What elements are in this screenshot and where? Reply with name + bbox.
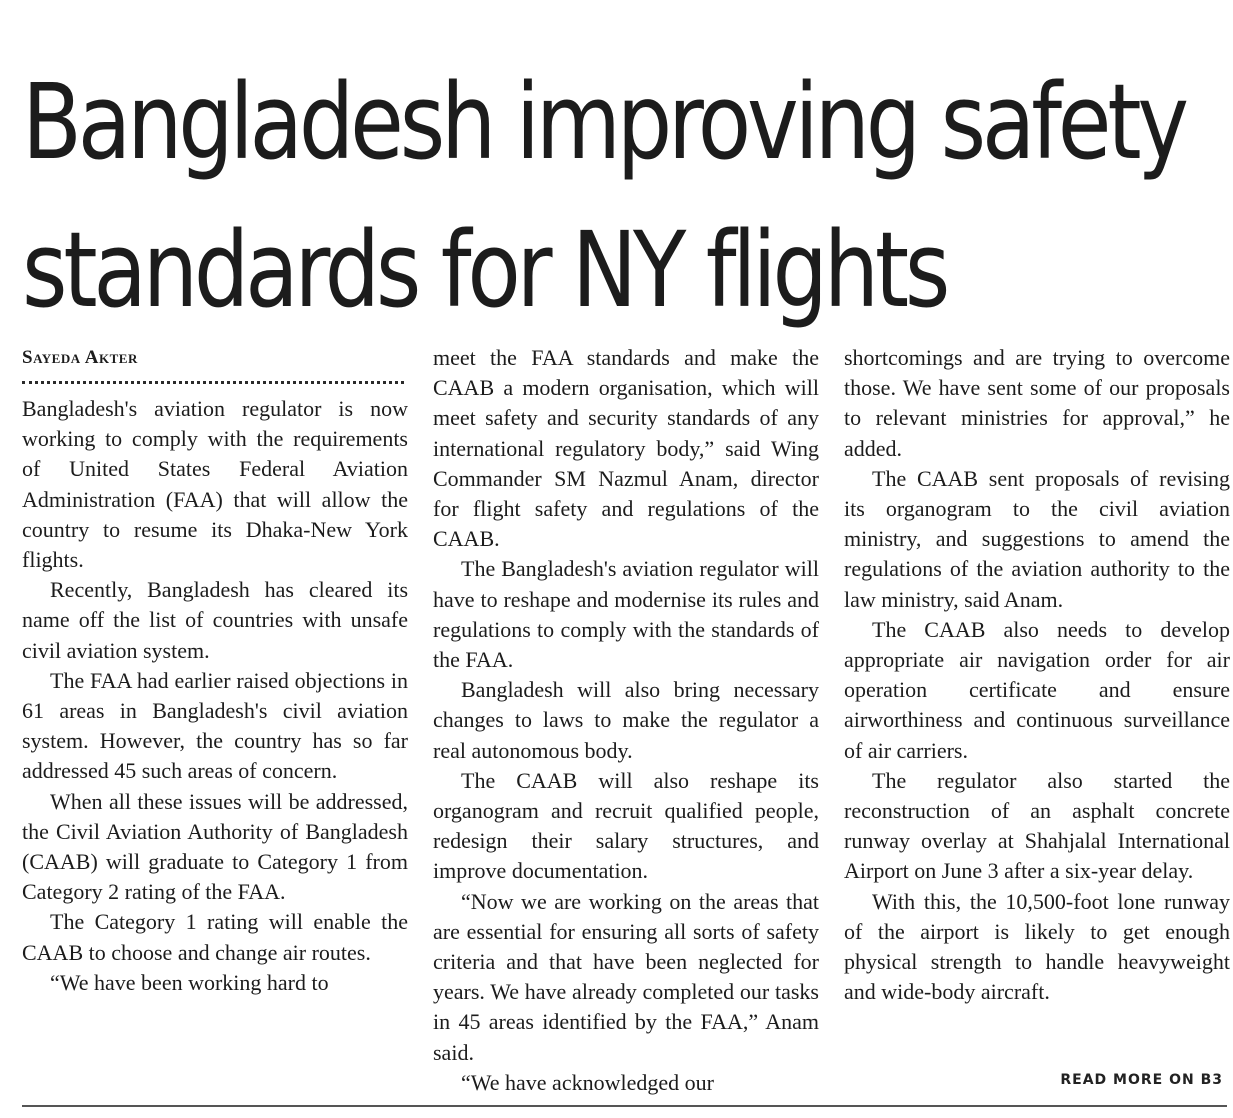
paragraph: With this, the 10,500-foot lone runway of the airport is likely to get enough physical strength to handle heavyweight and wide-body aircraft.	[844, 888, 1230, 1005]
paragraph: meet the FAA standards and make the CAAB a modern organisation, which will meet safety and security standards of any international regulatory body,” said Wing Commander SM Nazmul Anam, director for flight safety and regulations of the CAAB.	[433, 345, 819, 552]
article-column-1	[22, 343, 408, 998]
headline-line-1: Bangladesh improving safety	[22, 61, 1185, 183]
paragraph: The FAA had earlier raised objections in 61 areas in Bangladesh's civil aviation system. However, the country has so far addressed 45 such areas of concern.	[22, 667, 408, 784]
paragraph: The Bangladesh's aviation regulator will have to reshape and modernise its rules and regulations to comply with the standards of the FAA.	[433, 556, 819, 673]
paragraph: The CAAB will also reshape its organogram and recruit qualified people, redesign their salary structures, and improve documentation.	[433, 767, 819, 884]
headline	[22, 48, 1185, 344]
headline-line-2: standards for NY flights	[22, 209, 947, 331]
paragraph: The regulator also started the reconstruction of an asphalt concrete runway overlay at Shahjalal International Airport on June 3 after a six-year delay.	[844, 767, 1230, 884]
read-more-link[interactable]: READ MORE ON B3	[1060, 1072, 1223, 1088]
paragraph: “Now we are working on the areas that are essential for ensuring all sorts of safety criteria and that have been neglected for years. We have already completed our tasks in 45 areas identified by the FAA,” Anam said.	[433, 888, 819, 1065]
article-column-3	[844, 343, 1230, 1007]
paragraph: “We have been working hard to	[50, 969, 329, 995]
paragraph: Recently, Bangladesh has cleared its name off the list of countries with unsafe civil aviation system.	[22, 577, 408, 663]
paragraph: When all these issues will be addressed, the Civil Aviation Authority of Bangladesh (CAAB) will graduate to Category 1 from Category 2 rating of the FAA.	[22, 788, 408, 905]
byline-divider	[22, 381, 404, 384]
paragraph: The CAAB also needs to develop appropriate air navigation order for air operation certificate and ensure airworthiness and continuous surveillance of air carriers.	[844, 616, 1230, 763]
paragraph: “We have acknowledged our	[461, 1069, 714, 1095]
paragraph: The Category 1 rating will enable the CAAB to choose and change air routes.	[22, 909, 408, 965]
paragraph: Bangladesh will also bring necessary changes to laws to make the regulator a real autonomous body.	[433, 677, 819, 763]
byline: Sayeda Akter	[22, 347, 138, 368]
paragraph: Bangladesh's aviation regulator is now working to comply with the requirements of United States Federal Aviation Administration (FAA) that will allow the country to resume its Dhaka-New York flights.	[22, 396, 408, 573]
bottom-divider	[22, 1105, 1227, 1107]
paragraph: The CAAB sent proposals of revising its organogram to the civil aviation ministry, and suggestions to amend the regulations of the aviation authority to the law ministry, said Anam.	[844, 465, 1230, 612]
paragraph: shortcomings and are trying to overcome those. We have sent some of our proposals to relevant ministries for approval,” he added.	[844, 345, 1230, 461]
article-column-2	[433, 343, 819, 1098]
